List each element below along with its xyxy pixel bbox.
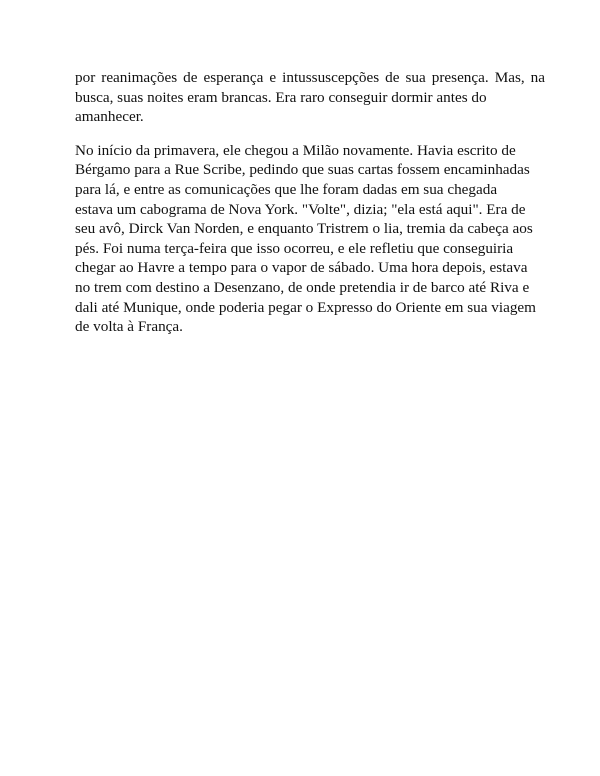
text-line: pés. Foi numa terça-feira que isso ocorreu, e ele refletiu que conseguiria bbox=[75, 239, 514, 257]
body-text bbox=[75, 68, 545, 351]
text-line: busca, suas noites eram brancas. Era raro conseguir dormir antes do bbox=[75, 88, 487, 106]
text-line: para lá, e entre as comunicações que lhe foram dadas em sua chegada bbox=[75, 180, 498, 198]
text-line: No início da primavera, ele chegou a Milão novamente. Havia escrito de bbox=[75, 141, 516, 159]
text-line: dali até Munique, onde poderia pegar o Expresso do Oriente em sua viagem bbox=[75, 298, 536, 316]
text-line: por reanimações de esperança e intussuscepções de sua presença. Mas, na bbox=[75, 69, 545, 86]
paragraph-2 bbox=[75, 141, 545, 337]
text-line: amanhecer. bbox=[75, 108, 144, 126]
text-line: chegar ao Havre a tempo para o vapor de sábado. Uma hora depois, estava bbox=[75, 259, 528, 277]
text-line: no trem com destino a Desenzano, de onde pretendia ir de barco até Riva e bbox=[75, 278, 530, 296]
text-line: de volta à França. bbox=[75, 318, 183, 336]
paragraph-1 bbox=[75, 68, 545, 127]
text-line: Bérgamo para a Rue Scribe, pedindo que suas cartas fossem encaminhadas bbox=[75, 161, 530, 179]
text-line: seu avô, Dirck Van Norden, e enquanto Tristrem o lia, tremia da cabeça aos bbox=[75, 220, 533, 238]
text-line: estava um cabograma de Nova York. "Volte", dizia; "ela está aqui". Era de bbox=[75, 200, 526, 218]
